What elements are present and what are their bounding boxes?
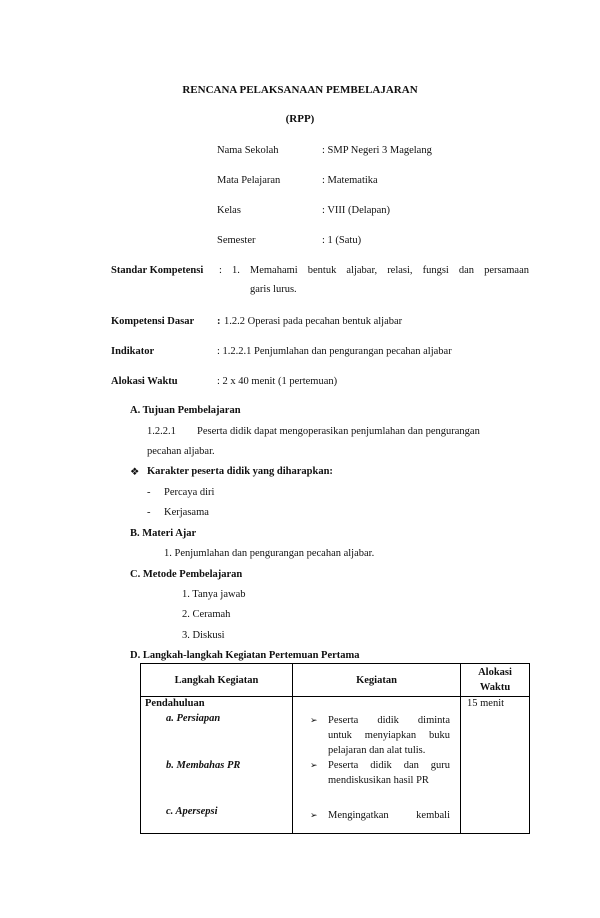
activity-b-line1: Peserta didik dan guru <box>328 760 450 771</box>
section-c-heading: C. Metode Pembelajaran <box>130 569 243 580</box>
metode-item-3: 3. Diskusi <box>182 630 225 641</box>
standar-kompetensi-line2: garis lurus. <box>250 284 297 295</box>
activity-a-line1: Peserta didik diminta <box>328 715 450 726</box>
arrow-bullet-icon: ➢ <box>310 715 318 725</box>
header-kegiatan: Kegiatan <box>293 664 461 697</box>
objective-line2: pecahan aljabar. <box>147 446 215 457</box>
header-alokasi-line1: Alokasi <box>478 667 512 678</box>
step-b-label: b. Membahas PR <box>166 760 241 771</box>
school-name-value: : SMP Negeri 3 Magelang <box>322 145 432 156</box>
step-a-label: a. Persiapan <box>166 713 221 724</box>
class-value: : VIII (Delapan) <box>322 205 391 216</box>
semester-label: Semester <box>217 235 256 246</box>
activity-a-line3: pelajaran dan alat tulis. <box>328 745 426 756</box>
metode-item-2: 2. Ceramah <box>182 609 231 620</box>
document-subtitle: (RPP) <box>285 113 315 125</box>
langkah-cell <box>141 697 293 834</box>
header-alokasi-waktu <box>461 664 530 697</box>
header-langkah-kegiatan: Langkah Kegiatan <box>141 664 293 697</box>
alokasi-waktu-value: : 2 x 40 menit (1 pertemuan) <box>217 376 338 387</box>
kompetensi-dasar-colon: : <box>217 316 221 327</box>
karakter-item-2: Kerjasama <box>164 507 209 518</box>
activity-c <box>328 808 450 823</box>
objective-line1: Peserta didik dapat mengoperasikan penjumlahan dan pengurangan <box>197 426 480 437</box>
standar-kompetensi-label: Standar Kompetensi <box>111 265 204 276</box>
indikator-label: Indikator <box>111 346 155 357</box>
class-label: Kelas <box>217 205 241 216</box>
table-header-row <box>141 664 530 697</box>
activities-table <box>140 663 530 834</box>
kegiatan-cell <box>293 697 461 834</box>
activity-b <box>328 758 450 788</box>
alokasi-waktu-label: Alokasi Waktu <box>111 376 178 387</box>
karakter-dash-1: - <box>147 487 151 498</box>
document-title: RENCANA PELAKSANAAN PEMBELAJARAN <box>182 84 418 96</box>
indikator-value: : 1.2.2.1 Penjumlahan dan pengurangan pecahan aljabar <box>217 346 452 357</box>
alokasi-cell <box>461 697 530 834</box>
section-a-heading: A. Tujuan Pembelajaran <box>130 405 241 416</box>
kompetensi-dasar-value: 1.2.2 Operasi pada pecahan bentuk aljabar <box>224 316 403 327</box>
standar-kompetensi-line1: : 1. Memahami bentuk aljabar, relasi, fungsi dan persamaan <box>219 265 529 276</box>
activity-a-line2: untuk menyiapkan buku <box>328 730 450 741</box>
subject-label: Mata Pelajaran <box>217 175 281 186</box>
metode-item-1: 1. Tanya jawab <box>182 589 246 600</box>
step-c-label: c. Apersepsi <box>166 806 218 817</box>
kompetensi-dasar-label: Kompetensi Dasar <box>111 316 195 327</box>
time-allocation: 15 menit <box>467 698 505 709</box>
arrow-bullet-icon: ➢ <box>310 810 318 820</box>
subject-value: : Matematika <box>322 175 378 186</box>
activity-b-line2: mendiskusikan hasil PR <box>328 775 429 786</box>
phase-label: Pendahuluan <box>145 698 205 709</box>
karakter-dash-2: - <box>147 507 151 518</box>
section-d-heading: D. Langkah-langkah Kegiatan Pertemuan Pertama <box>130 650 360 661</box>
table-row <box>141 697 530 834</box>
activity-a <box>328 713 450 758</box>
school-name-label: Nama Sekolah <box>217 145 279 156</box>
materi-item-1: 1. Penjumlahan dan pengurangan pecahan aljabar. <box>164 548 375 559</box>
section-b-heading: B. Materi Ajar <box>130 528 197 539</box>
karakter-item-1: Percaya diri <box>164 487 215 498</box>
diamond-bullet-icon: ❖ <box>130 467 140 478</box>
karakter-heading: Karakter peserta didik yang diharapkan: <box>147 466 333 477</box>
semester-value: : 1 (Satu) <box>322 235 362 246</box>
arrow-bullet-icon: ➢ <box>310 760 318 770</box>
header-alokasi-line2: Waktu <box>479 682 511 693</box>
objective-number: 1.2.2.1 <box>147 426 176 437</box>
activity-c-line1: Mengingatkan kembali <box>328 810 450 821</box>
